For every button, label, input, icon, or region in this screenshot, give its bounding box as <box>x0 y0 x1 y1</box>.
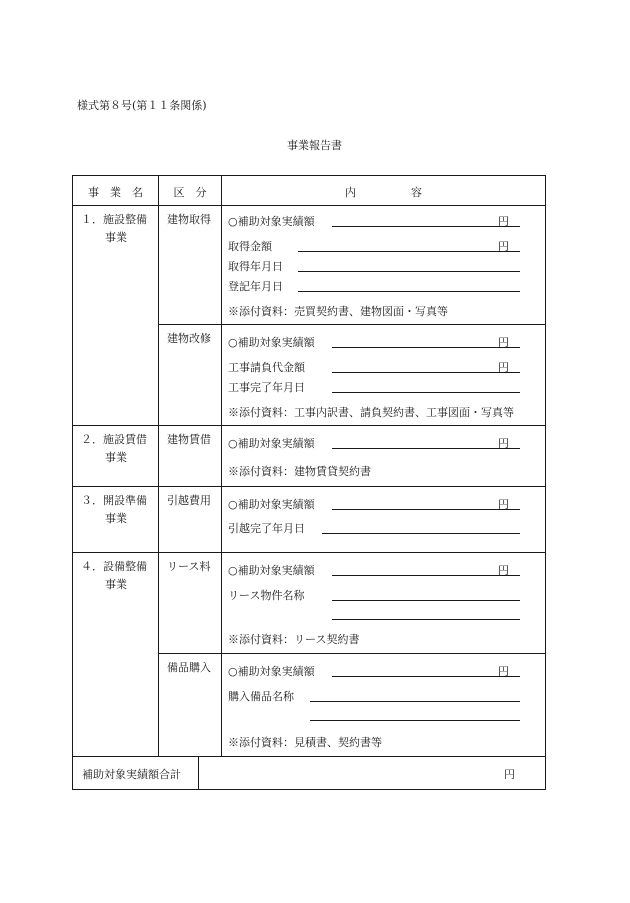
column-divider-1 <box>158 175 159 756</box>
row-divider-4b <box>158 653 546 654</box>
project-name-1: １．施設整備 <box>81 213 147 226</box>
subsidy-amount-line <box>332 509 520 510</box>
subsidy-amount-line <box>332 347 520 348</box>
subsidy-amount-line <box>332 575 520 576</box>
project-name-4: ４．設備整備 <box>81 560 147 573</box>
header-content: 内 容 <box>345 186 422 199</box>
header-project-name: 事 業 名 <box>88 186 143 199</box>
contract-amount-label: 工事請負代金額 <box>228 361 305 374</box>
table-top-border <box>72 175 546 176</box>
row-divider-4 <box>72 552 546 553</box>
subsidy-amount-label: ○補助対象実績額 <box>228 498 315 511</box>
attachment-note: ※添付資料：建物賃貸契約書 <box>228 465 371 478</box>
attachment-note: ※添付資料：工事内訳書、請負契約書、工事図面・写真等 <box>228 406 514 419</box>
yen-label: 円 <box>498 498 509 511</box>
document-title: 事業報告書 <box>287 139 342 152</box>
moving-date-label: 引越完了年月日 <box>228 522 305 535</box>
subsidy-amount-label: ○補助対象実績額 <box>228 336 315 349</box>
project-name-2-suffix: 事業 <box>105 451 127 464</box>
completion-date-line <box>332 392 520 393</box>
category-building-lease: 建物賃借 <box>167 433 211 446</box>
attachment-note: ※添付資料：見積書、契約書等 <box>228 736 382 749</box>
equipment-name-line <box>310 701 520 702</box>
table-left-border <box>72 175 73 790</box>
category-lease-fee: リース料 <box>167 560 211 573</box>
table-right-border <box>545 175 546 790</box>
acquisition-date-label: 取得年月日 <box>228 260 283 273</box>
header-category: 区 分 <box>173 186 207 199</box>
yen-label: 円 <box>498 215 509 228</box>
project-name-1-suffix: 事業 <box>105 231 127 244</box>
acquisition-date-line <box>298 271 520 272</box>
subsidy-amount-line <box>332 226 520 227</box>
yen-label: 円 <box>498 437 509 450</box>
equipment-name-line-2 <box>310 720 520 721</box>
subsidy-amount-label: ○補助対象実績額 <box>228 437 315 450</box>
equipment-name-label: 購入備品名称 <box>228 690 294 703</box>
subsidy-amount-line <box>332 448 520 449</box>
category-building-acquisition: 建物取得 <box>167 213 211 226</box>
yen-label: 円 <box>498 361 509 374</box>
contract-amount-line <box>332 372 520 373</box>
lease-item-name-line-2 <box>332 619 520 620</box>
form-number: 様式第８号(第１１条関係) <box>77 99 207 112</box>
moving-date-line <box>322 533 520 534</box>
subsidy-amount-label: ○補助対象実績額 <box>228 564 315 577</box>
lease-item-name-line <box>332 600 520 601</box>
total-yen-label: 円 <box>504 768 515 781</box>
attachment-note: ※添付資料：売買契約書、建物図面・写真等 <box>228 305 448 318</box>
project-name-3: ３．開設準備 <box>81 494 147 507</box>
yen-label: 円 <box>498 665 509 678</box>
completion-date-label: 工事完了年月日 <box>228 381 305 394</box>
subsidy-amount-label: ○補助対象実績額 <box>228 215 315 228</box>
yen-label: 円 <box>498 564 509 577</box>
total-divider <box>198 756 199 790</box>
registration-date-label: 登記年月日 <box>228 280 283 293</box>
lease-item-name-label: リース物件名称 <box>228 589 305 602</box>
acquisition-amount-line <box>298 251 520 252</box>
row-divider-3 <box>72 486 546 487</box>
yen-label: 円 <box>498 240 509 253</box>
category-equipment-purchase: 備品購入 <box>167 661 211 674</box>
project-name-2: ２．施設賃借 <box>81 433 147 446</box>
project-name-4-suffix: 事業 <box>105 578 127 591</box>
registration-date-line <box>298 291 520 292</box>
yen-label: 円 <box>498 336 509 349</box>
subsidy-amount-line <box>332 676 520 677</box>
table-bottom-border <box>72 789 546 790</box>
total-row-divider <box>72 756 546 757</box>
category-building-renovation: 建物改修 <box>167 332 211 345</box>
attachment-note: ※添付資料：リース契約書 <box>228 633 360 646</box>
row-divider-1b <box>158 324 546 325</box>
acquisition-amount-label: 取得金額 <box>228 240 272 253</box>
total-label: 補助対象実績額合計 <box>82 768 181 781</box>
project-name-3-suffix: 事業 <box>105 512 127 525</box>
row-divider-2 <box>72 425 546 426</box>
header-row-divider <box>72 205 546 206</box>
subsidy-amount-label: ○補助対象実績額 <box>228 665 315 678</box>
column-divider-2 <box>221 175 222 756</box>
category-moving-cost: 引越費用 <box>167 494 211 507</box>
